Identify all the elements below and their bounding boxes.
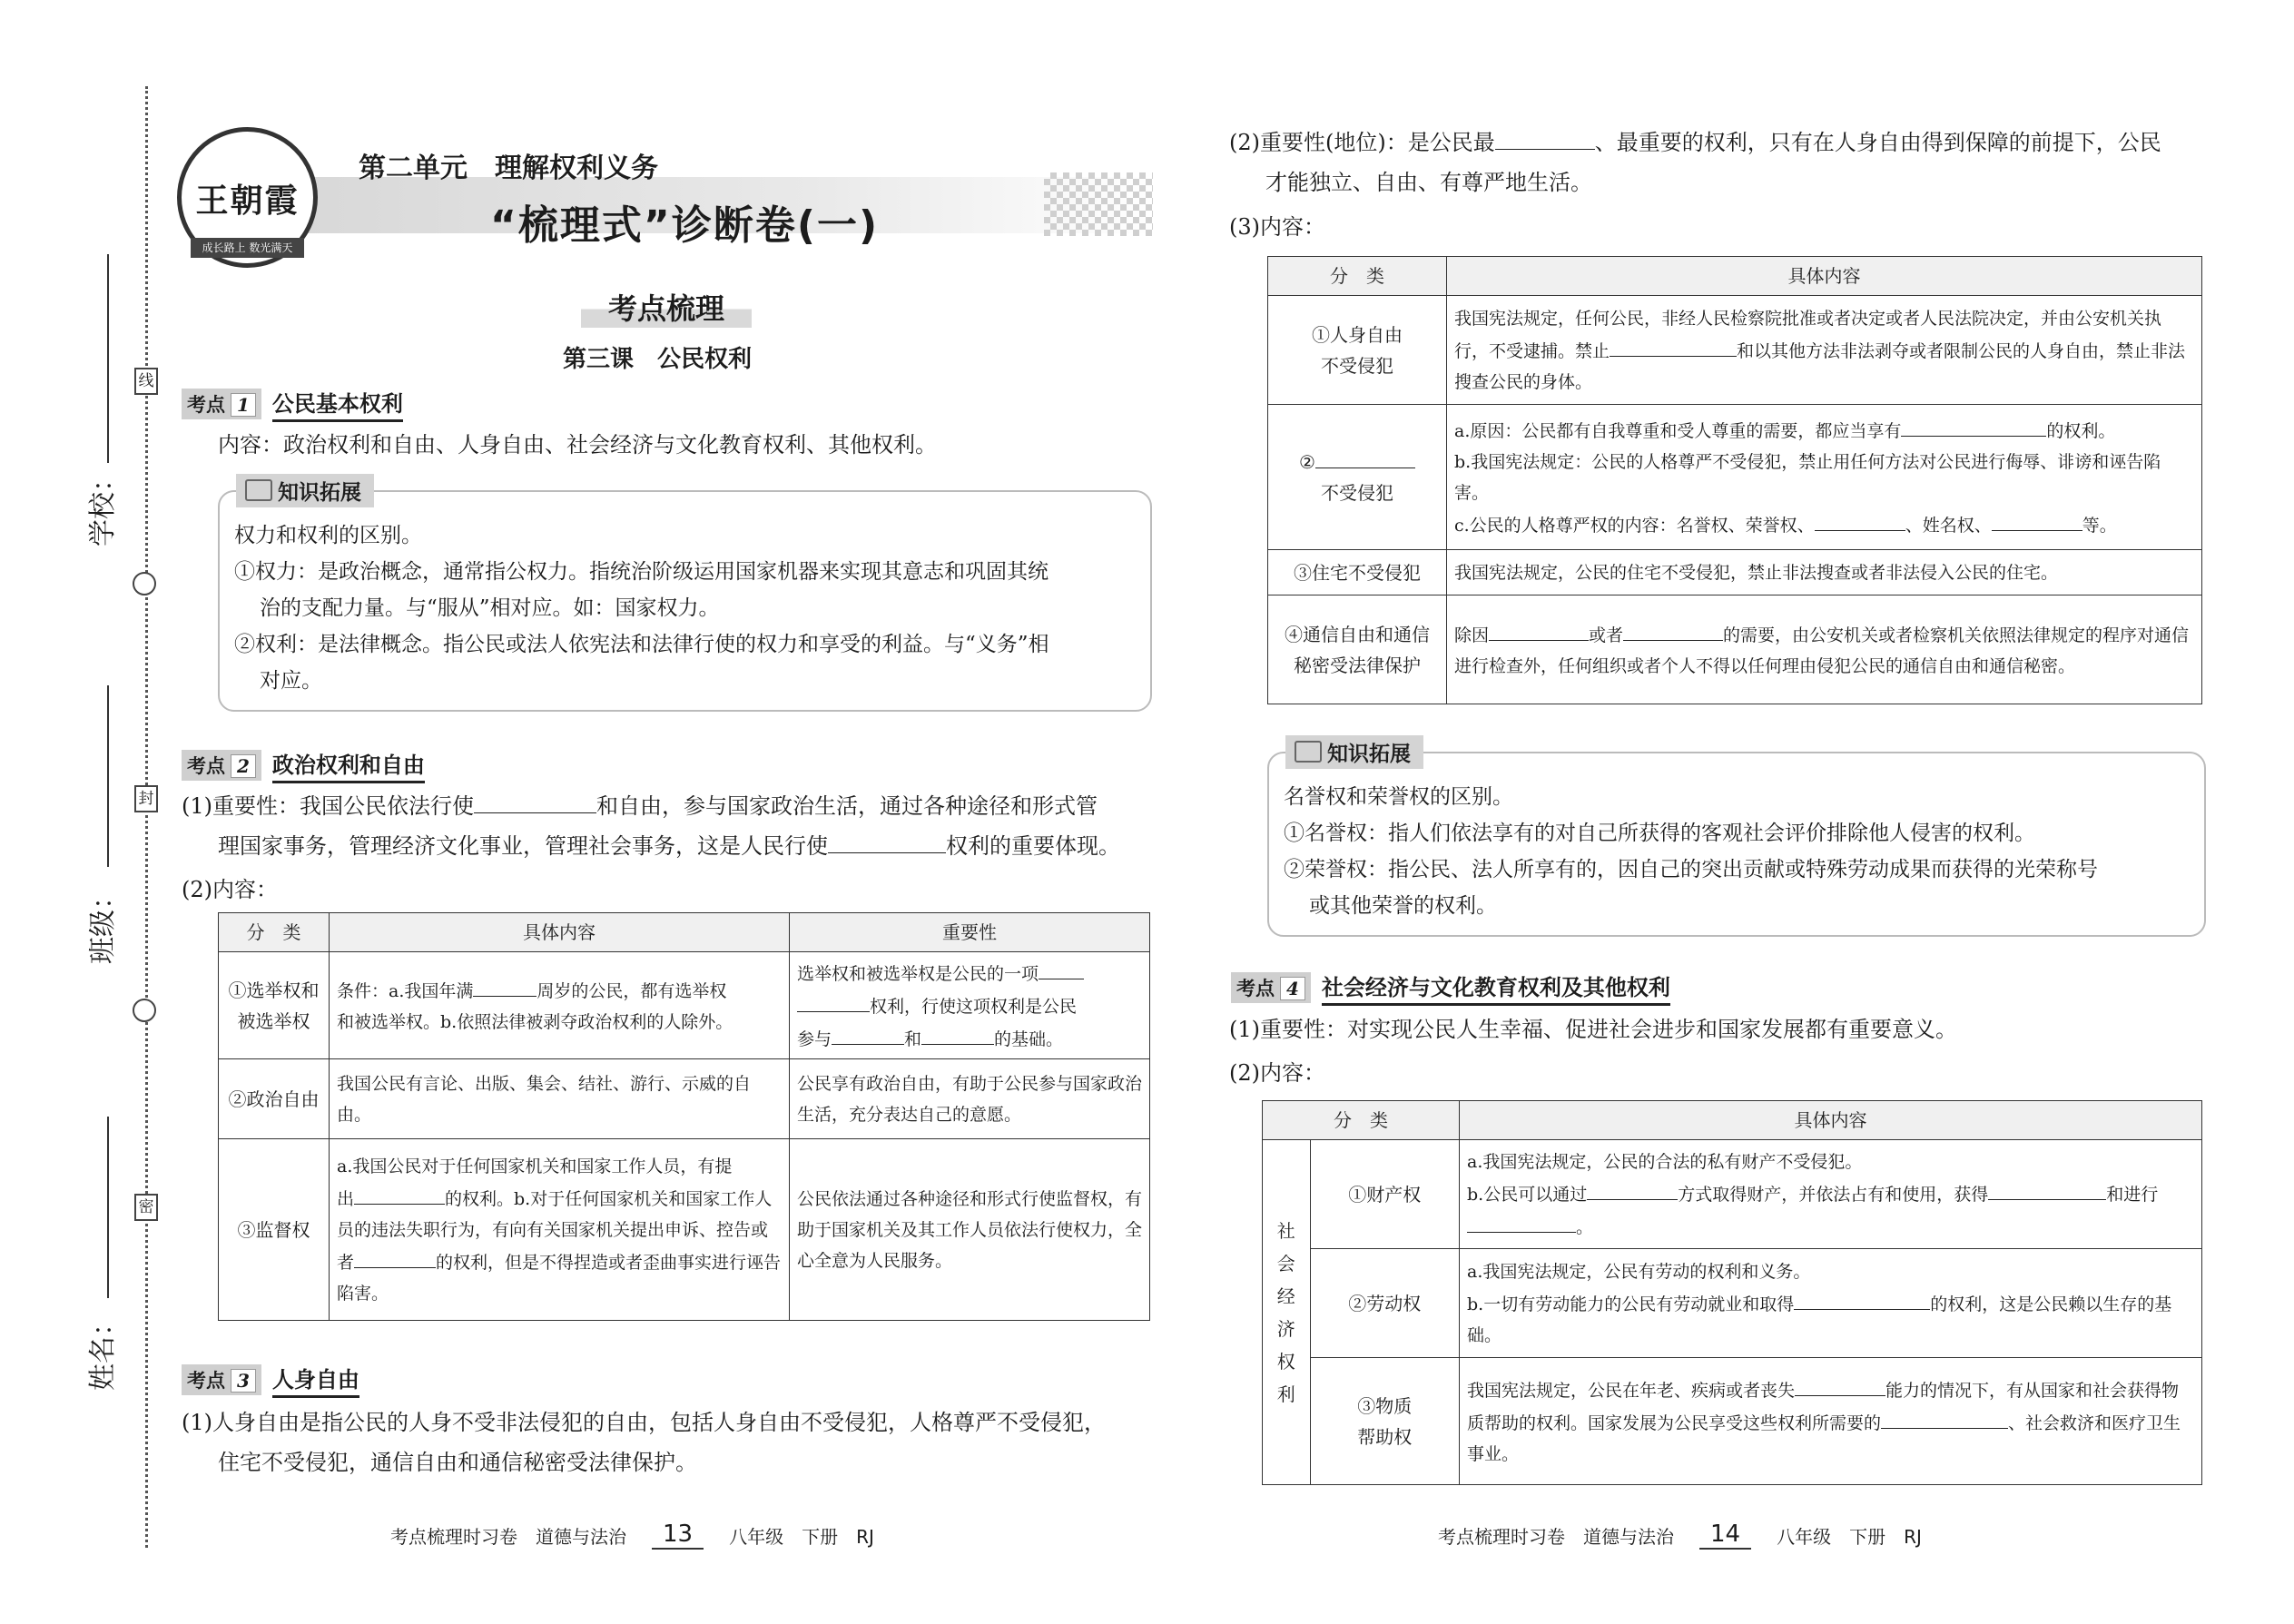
content-cell: 我国宪法规定，公民的住宅不受侵犯，禁止非法搜查或者非法侵入公民的住宅。 <box>1447 550 2202 595</box>
kaodian-1-content: 内容：政治权利和自由、人身自由、社会经济与文化教育权利、其他权利。 <box>218 432 937 458</box>
fill-blank[interactable] <box>797 989 870 1012</box>
category-cell: ③住宅不受侵犯 <box>1268 550 1447 595</box>
category-cell: ③监督权 <box>219 1139 330 1321</box>
kaodian-2-importance: (1)重要性：我国公民依法行使 和自由，参与国家政治生活，通过各种途径和形式管 理国家事务，管理经济文化事业，管理社会事务，这是人民行使 权利的重要体现。 <box>182 786 1153 866</box>
fill-blank[interactable] <box>1467 1210 1576 1233</box>
content-cell: 我国公民有言论、出版、集会、结社、游行、示威的自由。 <box>330 1059 790 1139</box>
table-row <box>1268 595 2202 704</box>
fill-blank[interactable] <box>1795 1373 1885 1396</box>
knowledge-line: ①名誉权：指人们依法享有的对自己所获得的客观社会评价排除他人侵害的权利。 <box>1284 822 2035 845</box>
category-cell: ②劳动权 <box>1310 1249 1459 1358</box>
name-label: 姓名： <box>87 1309 119 1391</box>
table-row <box>1263 1358 2202 1485</box>
table-row <box>1263 1140 2202 1249</box>
table-row <box>1268 405 2202 550</box>
binding-mark-mi: 密 <box>134 1194 158 1221</box>
knowledge-line: 对应。 <box>260 669 322 693</box>
table-header-cell: 分 类 <box>219 913 330 952</box>
content-cell: a.我国宪法规定，公民的合法的私有财产不受侵犯。 b.公民可以通过 方式取得财产，并依法占有和使用，获得 和进行 。 <box>1460 1140 2202 1249</box>
table-header-cell: 具体内容 <box>330 913 790 952</box>
unit-title: 第二单元 理解权利义务 <box>359 153 658 184</box>
section-heading: 考点梳理 <box>581 286 752 328</box>
content-cell: a.我国宪法规定，公民有劳动的权利和义务。 b.一切有劳动能力的公民有劳动就业和取得 的权利，这是公民赖以生存的基础。 <box>1460 1249 2202 1358</box>
book-icon <box>245 479 272 501</box>
knowledge-line: 权力和权利的区别。 <box>234 524 422 547</box>
table-header-cell: 具体内容 <box>1460 1101 2202 1140</box>
table-header-cell: 具体内容 <box>1447 257 2202 296</box>
fill-blank[interactable] <box>1988 1177 2106 1200</box>
category-cell: ①财产权 <box>1310 1140 1459 1249</box>
fill-blank[interactable] <box>828 831 946 853</box>
header-checker-pattern <box>1044 172 1153 236</box>
content-cell: 除因 或者 的需要，由公安机关或者检察机关依照法律规定的程序对通信进行检查外，任何组织或者个人不得以任何理由侵犯公民的通信自由和通信秘密。 <box>1447 595 2202 704</box>
knowledge-line: ②权利：是法律概念。指公民或法人依宪法和法律行使的权力和享受的利益。与“义务”相 <box>234 633 1049 656</box>
fill-blank[interactable] <box>1587 1177 1678 1200</box>
table-row <box>219 952 1150 1059</box>
knowledge-line: 治的支配力量。与“服从”相对应。如：国家权力。 <box>260 596 720 620</box>
page-footer <box>1438 1521 1922 1550</box>
knowledge-box-tab: 知识拓展 <box>236 474 374 507</box>
fill-blank[interactable] <box>474 791 596 813</box>
kaodian-4-importance: (1)重要性：对实现公民人生幸福、促进社会进步和国家发展都有重要意义。 <box>1229 1017 1957 1042</box>
footer-grade: 八年级 下册 RJ <box>1777 1525 1922 1548</box>
fill-blank[interactable] <box>1315 446 1415 468</box>
fill-blank[interactable] <box>832 1022 904 1045</box>
binding-dotted-line <box>145 86 148 1548</box>
kaodian-2-heading <box>182 747 425 783</box>
fill-blank[interactable] <box>1623 618 1723 641</box>
knowledge-line: ①权力：是政治概念，通常指公权力。指统治阶级运用国家机器来实现其意志和巩固其统 <box>234 560 1049 584</box>
table-header-cell: 分 类 <box>1268 257 1447 296</box>
footer-series: 考点梳理时习卷 道德与法治 <box>390 1525 626 1548</box>
book-icon <box>1295 741 1322 763</box>
page-footer <box>390 1521 874 1550</box>
content-label: (3)内容： <box>1229 214 1325 240</box>
kaodian-tag: 考点 1 <box>182 389 261 419</box>
kaodian-tag: 考点 3 <box>182 1364 261 1395</box>
fill-blank[interactable] <box>354 1182 445 1205</box>
fill-blank[interactable] <box>1992 508 2082 531</box>
social-economic-rights-table <box>1262 1100 2202 1485</box>
kaodian-3-text: (1)人身自由是指公民的人身不受非法侵犯的自由，包括人身自由不受侵犯，人格尊严不受侵犯， 住宅不受侵犯，通信自由和通信秘密受法律保护。 <box>182 1410 1106 1475</box>
knowledge-box-1 <box>218 480 1152 712</box>
class-line <box>107 685 109 867</box>
table-row <box>219 1059 1150 1139</box>
importance-cell: 公民依法通过各种途径和形式行使监督权，有助于国家机关及其工作人员依法行使权力，全心全意为人民服务。 <box>790 1139 1150 1321</box>
category-cell: ④通信自由和通信 秘密受法律保护 <box>1268 595 1447 704</box>
group-cell: 社 会 经 济 权 利 <box>1263 1140 1311 1485</box>
school-line <box>107 254 109 463</box>
lesson-title: 第三课 公民权利 <box>563 346 753 373</box>
binding-mark-feng: 封 <box>134 785 158 812</box>
category-cell: ①选举权和 被选举权 <box>219 952 330 1059</box>
kaodian-4-title: 社会经济与文化教育权利及其他权利 <box>1322 969 1670 1006</box>
footer-grade: 八年级 下册 RJ <box>729 1525 874 1548</box>
kaodian-tag: 考点 4 <box>1231 972 1311 1003</box>
kaodian-1-title: 公民基本权利 <box>272 386 403 422</box>
political-rights-table <box>218 912 1150 1321</box>
table-header-row <box>1263 1101 2202 1140</box>
fill-blank[interactable] <box>1610 334 1737 357</box>
content-cell: a.原因：公民都有自我尊重和受人尊重的需要，都应当享有 的权利。 b.我国宪法规定：公民的人格尊严不受侵犯，禁止用任何方法对公民进行侮辱、诽谤和诬告陷害。 c.公民的人格尊严权的内容：名誉权、荣誉权、 、姓名权、 等。 <box>1447 405 2202 550</box>
knowledge-box-2 <box>1267 742 2206 937</box>
logo-ribbon: 成长路上 数光满天 <box>191 238 304 258</box>
table-row <box>1268 550 2202 595</box>
fill-blank[interactable] <box>1489 618 1589 641</box>
page-number: 14 <box>1699 1521 1751 1550</box>
binding-mark-xian: 线 <box>134 368 158 395</box>
document-title: “梳理式”诊断卷(一) <box>490 202 880 249</box>
kaodian-2-title: 政治权利和自由 <box>272 747 425 783</box>
table-header-cell: 重要性 <box>790 913 1150 952</box>
fill-blank[interactable] <box>921 1022 994 1045</box>
fill-blank[interactable] <box>354 1245 436 1268</box>
content-cell: a.我国公民对于任何国家机关和国家工作人员，有提 出 的权利。b.对于任何国家机关和国家工作人员的违法失职行为，有向有关国家机关提出申诉、控告或者 的权利，但是不得捏造或者歪曲事实进行诬告陷害。 <box>330 1139 790 1321</box>
footer-series: 考点梳理时习卷 道德与法治 <box>1438 1525 1674 1548</box>
kaodian-4-heading <box>1231 969 1670 1006</box>
table-row <box>219 1139 1150 1321</box>
fill-blank[interactable] <box>1881 1406 2008 1429</box>
fill-blank[interactable] <box>473 974 537 997</box>
importance-cell: 公民享有政治自由，有助于公民参与国家政治生活，充分表达自己的意愿。 <box>790 1059 1150 1139</box>
category-cell: ②政治自由 <box>219 1059 330 1139</box>
content-cell: 我国宪法规定，任何公民，非经人民检察院批准或者决定或者人民法院决定，并由公安机关执行，不受逮捕。禁止 和以其他方法非法剥夺或者限制公民的人身自由，禁止非法搜查公民的身体。 <box>1447 296 2202 405</box>
importance-cell: 选举权和被选举权是公民的一项 权利，行使这项权利是公民 参与 和 的基础。 <box>790 952 1150 1059</box>
fill-blank[interactable] <box>1815 508 1905 531</box>
table-header-row <box>1268 257 2202 296</box>
right-page <box>1147 0 2294 1624</box>
binding-hole <box>133 999 156 1022</box>
page-number: 13 <box>652 1521 704 1550</box>
category-cell: ③物质 帮助权 <box>1310 1358 1459 1485</box>
logo-text: 王朝霞 <box>195 182 300 220</box>
knowledge-line: 名誉权和荣誉权的区别。 <box>1284 785 1513 809</box>
school-label: 学校： <box>87 465 119 546</box>
fill-blank[interactable] <box>1794 1287 1930 1310</box>
personal-freedom-table <box>1267 256 2202 704</box>
knowledge-box-tab: 知识拓展 <box>1285 735 1423 769</box>
table-row <box>1263 1249 2202 1358</box>
fill-blank[interactable] <box>1039 957 1084 979</box>
category-cell: ①人身自由 不受侵犯 <box>1268 296 1447 405</box>
personal-freedom-importance: (2)重要性(地位)：是公民最 、最重要的权利，只有在人身自由得到保障的前提下，公民 才能独立、自由、有尊严地生活。 <box>1229 123 2287 202</box>
fill-blank[interactable] <box>1495 127 1595 150</box>
table-header-cell: 分 类 <box>1263 1101 1460 1140</box>
table-row <box>1268 296 2202 405</box>
name-line <box>107 1117 109 1298</box>
class-label: 班级： <box>87 882 119 964</box>
binding-hole <box>133 572 156 595</box>
kaodian-3-heading <box>182 1362 359 1398</box>
kaodian-4-content-label: (2)内容： <box>1229 1060 1325 1086</box>
kaodian-1-heading <box>182 386 403 422</box>
table-header-row <box>219 913 1150 952</box>
kaodian-2-content-label: (2)内容： <box>182 877 278 902</box>
fill-blank[interactable] <box>1901 414 2046 437</box>
kaodian-3-title: 人身自由 <box>272 1362 359 1398</box>
knowledge-line: ②荣誉权：指公民、法人所享有的，因自己的突出贡献或特殊劳动成果而获得的光荣称号 <box>1284 858 2098 881</box>
content-cell: 条件：a.我国年满 周岁的公民，都有选举权 和被选举权。b.依照法律被剥夺政治权利的人除外。 <box>330 952 790 1059</box>
kaodian-tag: 考点 2 <box>182 750 261 781</box>
content-cell: 我国宪法规定，公民在年老、疾病或者丧失 能力的情况下，有从国家和社会获得物质帮助的权利。国家发展为公民享受这些权利所需要的 、社会救济和医疗卫生事业。 <box>1460 1358 2202 1485</box>
category-cell: ② 不受侵犯 <box>1268 405 1447 550</box>
knowledge-line: 或其他荣誉的权利。 <box>1309 894 1497 918</box>
